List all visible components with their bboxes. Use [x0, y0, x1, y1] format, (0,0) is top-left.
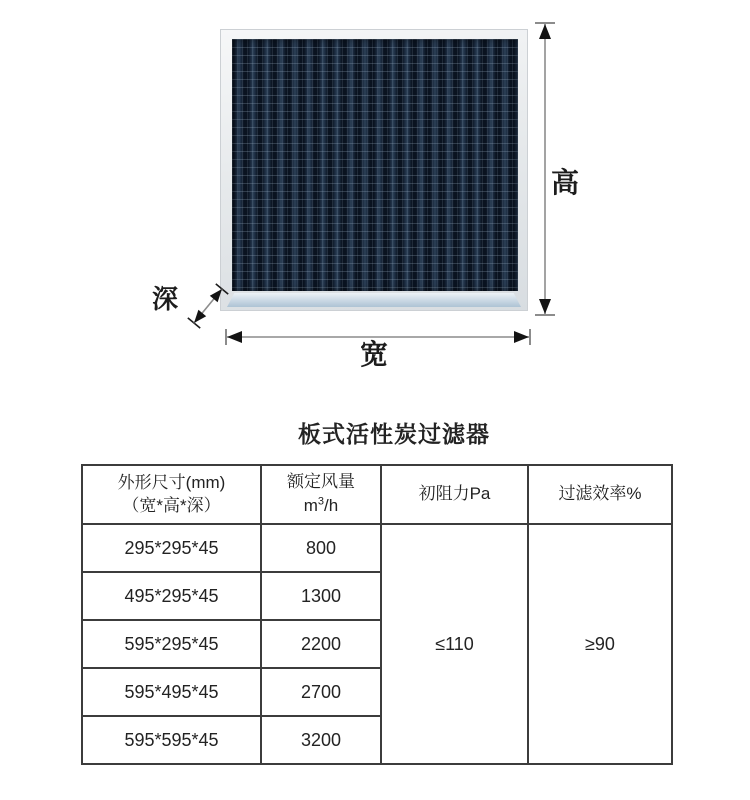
- header-efficiency: 过滤效率%: [528, 465, 672, 524]
- header-dimensions-line1: 外形尺寸(mm): [117, 472, 226, 492]
- width-label: 宽: [360, 339, 389, 370]
- cell-dimensions: 595*495*45: [82, 668, 261, 716]
- cell-efficiency-merged: ≥90: [528, 524, 672, 764]
- frame-bottom-bevel: [227, 293, 521, 307]
- cell-resistance-merged: ≤110: [381, 524, 528, 764]
- table-row: [82, 524, 672, 572]
- cell-airflow: 2200: [261, 620, 381, 668]
- cell-dimensions: 595*295*45: [82, 620, 261, 668]
- cell-dimensions: 495*295*45: [82, 572, 261, 620]
- spec-table: [81, 464, 673, 765]
- cell-airflow: 1300: [261, 572, 381, 620]
- header-airflow-unit: $m^3/h$: [303, 495, 339, 515]
- header-airflow-line1: 额定风量: [287, 472, 355, 492]
- cell-airflow: 3200: [261, 716, 381, 764]
- page-title: 板式活性炭过滤器: [298, 421, 490, 447]
- depth-dimension-arrow: [186, 281, 230, 329]
- carbon-pleated-media: [232, 39, 518, 291]
- cell-airflow: 800: [261, 524, 381, 572]
- header-dimensions: [82, 465, 261, 524]
- depth-label: 深: [152, 284, 179, 314]
- cell-dimensions: 595*595*45: [82, 716, 261, 764]
- cell-dimensions: 295*295*45: [82, 524, 261, 572]
- header-dimensions-line2: （宽*高*深）: [122, 495, 221, 515]
- header-resistance: 初阻力Pa: [381, 465, 528, 524]
- header-row: [82, 465, 672, 524]
- height-label: 高: [551, 167, 580, 198]
- header-airflow: [261, 465, 381, 524]
- product-photo: [220, 29, 528, 311]
- cell-airflow: 2700: [261, 668, 381, 716]
